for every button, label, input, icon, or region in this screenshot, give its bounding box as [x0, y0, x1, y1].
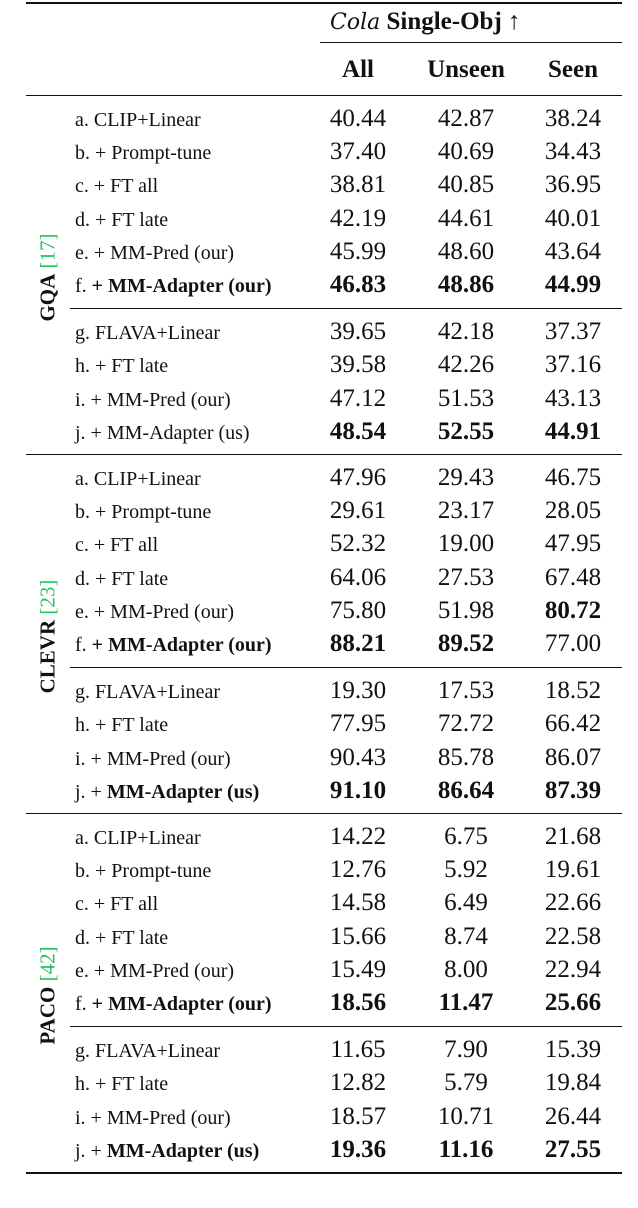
cell-unseen: 19.00: [437, 530, 495, 558]
table-row: [0, 270, 638, 303]
subgroup-separator-rule: [70, 667, 622, 668]
cell-unseen: 72.72: [437, 710, 495, 738]
table-row: [0, 776, 638, 809]
table-row: [0, 676, 638, 709]
cell-seen: 21.68: [544, 823, 602, 850]
cell-unseen: 23.17: [437, 497, 495, 525]
cell-all: 88.21: [329, 630, 387, 657]
cell-all: 45.99: [329, 237, 387, 265]
row-label: e. + MM-Pred (our): [75, 959, 235, 982]
cell-seen: 44.99: [544, 271, 602, 298]
cell-unseen: 5.92: [444, 856, 488, 884]
table-row: [0, 237, 638, 270]
cell-seen: 86.07: [544, 743, 602, 771]
group-citation: [42]: [35, 945, 60, 987]
cell-seen: 27.55: [544, 1135, 602, 1163]
top-rule: [26, 2, 622, 4]
cell-seen: 19.84: [544, 1069, 602, 1097]
cell-all: 38.81: [329, 171, 387, 199]
table-row: [0, 629, 638, 662]
subgroup-separator-rule: [70, 1026, 622, 1027]
cell-all: 14.22: [329, 823, 387, 850]
table-row: [0, 529, 638, 562]
table-row: [0, 563, 638, 596]
cell-all: 19.30: [329, 677, 387, 705]
cell-unseen: 7.90: [444, 1036, 488, 1064]
cell-seen: 44.91: [544, 417, 602, 445]
row-label-bold: + MM-Adapter (our): [91, 275, 272, 297]
row-label: d. + FT late: [75, 208, 169, 231]
row-label: a. CLIP+Linear: [75, 468, 201, 490]
cell-all: 47.12: [329, 384, 387, 412]
cell-all: 12.76: [329, 856, 387, 884]
cell-all: 47.96: [329, 464, 387, 491]
col-header-seen: Seen: [548, 56, 598, 83]
cell-all: 29.61: [329, 497, 387, 525]
row-label: c. + FT all: [75, 893, 159, 916]
cell-seen: 47.95: [544, 530, 602, 558]
cell-all: 39.65: [329, 318, 387, 346]
row-label: i. + MM-Pred (our): [75, 388, 231, 411]
cell-all: 46.83: [329, 271, 387, 298]
group-citation: [17]: [35, 232, 60, 274]
cell-seen: 37.37: [544, 318, 602, 346]
table-row: [0, 137, 638, 170]
cell-all: 52.32: [329, 530, 387, 558]
row-label: [75, 781, 259, 804]
cell-unseen: 10.71: [437, 1102, 495, 1130]
cell-seen: 77.00: [544, 630, 602, 657]
header-bottom-rule: [26, 95, 622, 96]
table-row: [0, 350, 638, 383]
table-row: [0, 743, 638, 776]
cell-seen: 40.01: [544, 204, 602, 232]
subgroup-separator-rule: [70, 308, 622, 309]
group-separator-rule: [26, 454, 622, 455]
row-label-bold: + MM-Adapter (our): [91, 634, 272, 656]
table-row: [0, 317, 638, 350]
col-header-unseen: Unseen: [427, 56, 505, 83]
row-label-bold: MM-Adapter (us): [106, 780, 260, 803]
row-label: [75, 993, 272, 1016]
table-row: [0, 384, 638, 417]
cell-unseen: 85.78: [437, 743, 495, 771]
cell-all: 91.10: [329, 776, 387, 804]
cell-all: 40.44: [329, 105, 387, 132]
table-row: [0, 1135, 638, 1168]
cell-seen: 37.16: [544, 351, 602, 379]
cell-all: 18.57: [329, 1102, 387, 1130]
table-row: [0, 955, 638, 988]
cell-unseen: 42.87: [437, 105, 495, 132]
row-label: d. + FT late: [75, 926, 169, 949]
table-row: [0, 1102, 638, 1135]
row-label-prefix: j. +: [75, 780, 107, 803]
cell-unseen: 89.52: [437, 630, 495, 657]
cell-seen: 22.94: [544, 955, 602, 983]
table-row: [0, 463, 638, 496]
cell-all: 11.65: [330, 1036, 386, 1064]
cell-unseen: 48.86: [437, 271, 495, 298]
up-arrow-icon: ↑: [508, 8, 521, 35]
cell-unseen: 44.61: [437, 204, 495, 232]
cell-seen: 34.43: [544, 138, 602, 166]
cell-unseen: 17.53: [437, 677, 495, 705]
table-row: [0, 922, 638, 955]
cell-all: 64.06: [329, 563, 387, 591]
cell-unseen: 48.60: [437, 237, 495, 265]
cell-unseen: 6.75: [444, 823, 488, 850]
cell-unseen: 52.55: [437, 417, 495, 445]
row-label: e. + MM-Pred (our): [75, 600, 235, 623]
cell-all: 12.82: [329, 1069, 387, 1097]
table-row: [0, 104, 638, 137]
col-header-all: All: [342, 56, 374, 83]
row-label: e. + MM-Pred (our): [75, 241, 235, 264]
table-row: [0, 204, 638, 237]
table-row: [0, 855, 638, 888]
cell-seen: 46.75: [544, 464, 602, 491]
cell-all: 90.43: [329, 743, 387, 771]
cell-unseen: 27.53: [437, 563, 495, 591]
row-label: g. FLAVA+Linear: [75, 322, 220, 345]
cell-seen: 67.48: [544, 563, 602, 591]
cell-seen: 80.72: [544, 596, 602, 624]
cell-all: 42.19: [329, 204, 387, 232]
header-underline: [320, 42, 622, 43]
cell-seen: 22.58: [544, 922, 602, 950]
row-label: h. + FT late: [75, 714, 169, 737]
table-row: [0, 888, 638, 921]
table-row: [0, 822, 638, 855]
row-label: g. FLAVA+Linear: [75, 681, 220, 704]
cell-seen: 43.13: [544, 384, 602, 412]
row-label: g. FLAVA+Linear: [75, 1040, 220, 1063]
cell-unseen: 42.18: [437, 318, 495, 346]
cell-all: 18.56: [329, 989, 387, 1016]
row-label: c. + FT all: [75, 175, 159, 198]
single-obj-label: Single-Obj: [386, 8, 502, 35]
row-label-prefix: f.: [75, 634, 92, 656]
cell-seen: 36.95: [544, 171, 602, 199]
cell-seen: 15.39: [544, 1036, 602, 1064]
row-label: a. CLIP+Linear: [75, 827, 201, 849]
cell-seen: 22.66: [544, 889, 602, 917]
cell-seen: 38.24: [544, 105, 602, 132]
table-row: [0, 496, 638, 529]
cell-unseen: 11.16: [438, 1135, 494, 1163]
cell-seen: 19.61: [544, 856, 602, 884]
cell-unseen: 86.64: [437, 776, 495, 804]
cell-unseen: 51.98: [437, 596, 495, 624]
row-label: a. CLIP+Linear: [75, 109, 201, 131]
cell-all: 15.66: [329, 922, 387, 950]
row-label: h. + FT late: [75, 1073, 169, 1096]
cell-seen: 28.05: [544, 497, 602, 525]
cell-all: 19.36: [329, 1135, 387, 1163]
table-header-title: [330, 8, 521, 36]
row-label: b. + Prompt-tune: [75, 860, 212, 883]
cell-all: 37.40: [329, 138, 387, 166]
cell-all: 15.49: [329, 955, 387, 983]
table-row: [0, 170, 638, 203]
cell-seen: 26.44: [544, 1102, 602, 1130]
cell-unseen: 29.43: [437, 464, 495, 491]
cell-seen: 43.64: [544, 237, 602, 265]
row-label: [75, 634, 272, 657]
cell-seen: 25.66: [544, 989, 602, 1016]
table-row: [0, 988, 638, 1021]
row-label-prefix: j. +: [75, 1139, 107, 1162]
row-label-prefix: f.: [75, 275, 92, 297]
cell-unseen: 8.00: [444, 955, 488, 983]
cola-name: Cola: [330, 10, 381, 35]
row-label: [75, 1140, 259, 1163]
cell-unseen: 11.47: [438, 989, 494, 1016]
row-label: i. + MM-Pred (our): [75, 1106, 231, 1129]
table-row: [0, 596, 638, 629]
cell-unseen: 8.74: [444, 922, 488, 950]
cell-unseen: 51.53: [437, 384, 495, 412]
cell-seen: 66.42: [544, 710, 602, 738]
row-label: [75, 275, 272, 298]
row-label: c. + FT all: [75, 534, 159, 557]
cell-unseen: 6.49: [444, 889, 488, 917]
row-label-bold: + MM-Adapter (our): [91, 993, 272, 1015]
row-label: b. + Prompt-tune: [75, 142, 212, 165]
cell-all: 48.54: [329, 417, 387, 445]
row-label: b. + Prompt-tune: [75, 501, 212, 524]
cell-unseen: 40.69: [437, 138, 495, 166]
row-label: h. + FT late: [75, 355, 169, 378]
row-label: d. + FT late: [75, 567, 169, 590]
group-citation: [23]: [35, 579, 60, 620]
row-label-prefix: f.: [75, 993, 92, 1015]
bottom-rule: [26, 1172, 622, 1174]
table-row: [0, 709, 638, 742]
cell-all: 39.58: [329, 351, 387, 379]
cell-unseen: 5.79: [444, 1069, 488, 1097]
cell-all: 77.95: [329, 710, 387, 738]
cell-seen: 18.52: [544, 677, 602, 705]
row-label: i. + MM-Pred (our): [75, 747, 231, 770]
group-name: GQA: [35, 273, 60, 322]
table-row: [0, 1035, 638, 1068]
row-label: j. + MM-Adapter (us): [75, 421, 250, 444]
group-name: CLEVR: [35, 619, 60, 693]
group-name: PACO: [35, 986, 60, 1045]
row-label-bold: MM-Adapter (us): [106, 1139, 260, 1162]
group-separator-rule: [26, 813, 622, 814]
cell-all: 75.80: [329, 596, 387, 624]
table-row: [0, 417, 638, 450]
cell-unseen: 40.85: [437, 171, 495, 199]
cell-seen: 87.39: [544, 776, 602, 804]
cell-all: 14.58: [329, 889, 387, 917]
cell-unseen: 42.26: [437, 351, 495, 379]
table-row: [0, 1068, 638, 1101]
